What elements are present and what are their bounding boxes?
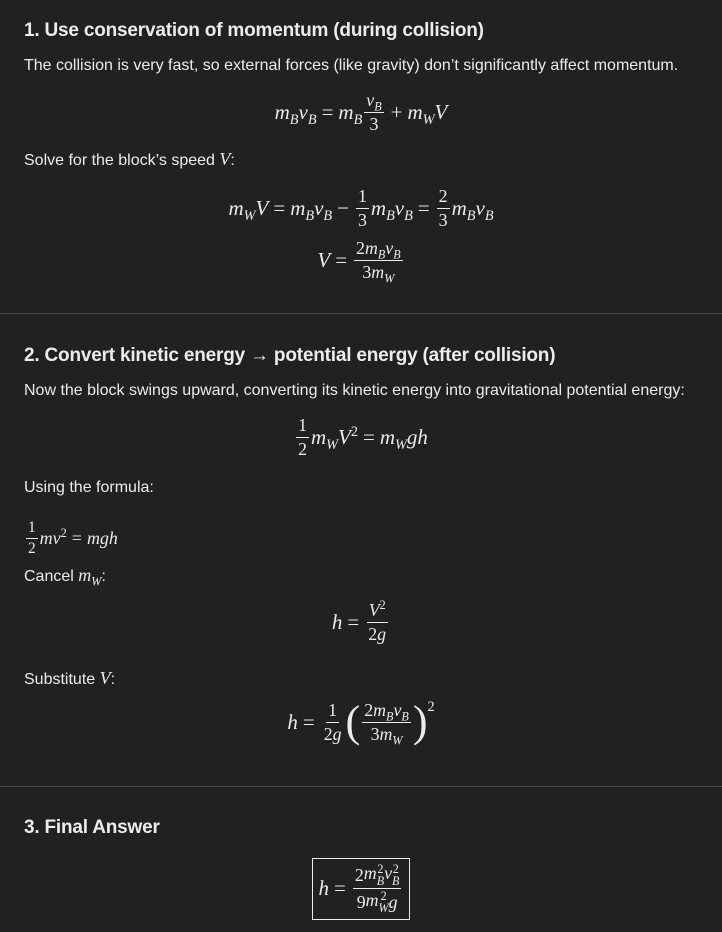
section1-text: The collision is very fast, so external forces (like gravity) don’t significantly affect momentum.: [24, 57, 679, 74]
math-number: 3: [370, 724, 380, 744]
math-term: $m_W$: [379, 724, 403, 748]
math-term: $m_B$: [290, 196, 315, 225]
math-term: $m_B$: [370, 196, 395, 225]
math-number: 2: [354, 864, 364, 885]
math-term: $m_B$: [338, 100, 363, 129]
momentum-equation: [0, 90, 722, 135]
math-operator: =: [321, 100, 334, 124]
math-number: 1: [357, 186, 367, 206]
denominator: [366, 623, 388, 645]
divider: [0, 313, 722, 314]
exponent: 2: [427, 699, 435, 715]
formula-equation: [24, 516, 118, 558]
math-var: mgh: [86, 528, 118, 548]
math-number: 3: [369, 114, 379, 134]
math-expression: [294, 415, 428, 460]
numerator: [26, 519, 38, 539]
math-number: 1: [298, 415, 307, 435]
math-operator: =: [363, 425, 375, 449]
math-term: $m_W$: [371, 262, 395, 286]
math-number: 9: [356, 891, 366, 912]
solve-label: Solve for the block’s speed: [24, 152, 220, 169]
math-var: h: [287, 710, 298, 734]
math-term: m 2 B: [363, 862, 385, 889]
fraction: [354, 238, 403, 286]
solve-text: [24, 149, 235, 170]
math-number: 2: [298, 439, 307, 459]
math-var: gh: [406, 425, 428, 449]
fraction: [366, 600, 388, 645]
math-term: $v^2$: [52, 526, 67, 548]
math-term: $m_B$: [274, 100, 299, 129]
cancel-text: [24, 565, 106, 589]
left-paren: (: [345, 697, 361, 747]
fraction: [356, 186, 369, 231]
math-term: $v_B$: [298, 100, 317, 129]
section1-heading: 1. Use conservation of momentum (during collision): [24, 20, 484, 41]
math-var: g: [388, 891, 398, 912]
section2-text: Now the block swings upward, converting its kinetic energy into gravitational potential energy:: [24, 382, 685, 399]
final-answer: [0, 858, 722, 920]
math-expression: [287, 697, 435, 748]
math-term: $V^2$: [368, 598, 386, 620]
math-number: 1: [328, 700, 338, 720]
math-var: h: [331, 610, 343, 634]
substituted-equation: [0, 697, 722, 748]
cancel-var: $m_W$: [78, 565, 102, 589]
section3-heading: 3. Final Answer: [24, 817, 160, 838]
numerator: [362, 700, 411, 723]
formula-label: Using the formula:: [24, 479, 154, 496]
numerator: [354, 238, 403, 261]
math-number: 2: [368, 624, 378, 644]
math-term: $m_W$: [407, 100, 435, 129]
math-number: 3: [357, 210, 367, 230]
math-operator: =: [334, 876, 346, 901]
math-var: V: [434, 100, 448, 124]
fraction: [353, 863, 402, 915]
solve-colon: :: [230, 152, 235, 169]
math-expression: [275, 90, 448, 135]
math-term: $v_B$: [314, 196, 333, 225]
denominator: [360, 261, 396, 286]
math-var: h: [318, 876, 330, 901]
numerator: [437, 186, 450, 209]
divider: [0, 786, 722, 787]
math-number: 3: [362, 262, 372, 282]
math-operator: =: [273, 196, 286, 220]
math-var: g: [377, 624, 387, 644]
math-expression: [317, 238, 404, 286]
denominator: [26, 539, 38, 558]
fraction: [322, 700, 344, 745]
energy-equation: [0, 412, 722, 460]
math-expression: [228, 186, 493, 231]
solve-equation-2: [0, 238, 722, 286]
math-term: $m_W$: [379, 425, 407, 454]
final-answer-box: [312, 858, 411, 920]
solve-equation-1: [0, 186, 722, 231]
numerator: [353, 863, 402, 889]
math-term: $m_W$: [228, 196, 256, 225]
height-equation: [0, 600, 722, 645]
numerator: [296, 415, 309, 438]
denominator: [322, 723, 344, 745]
section2-heading: 2. Convert kinetic energy → potential energy (after collision): [24, 345, 556, 366]
math-var: g: [332, 724, 342, 744]
denominator: [356, 209, 369, 231]
denominator: [437, 209, 450, 231]
substitute-label: Substitute: [24, 671, 100, 688]
math-term: $m_B$: [373, 700, 394, 724]
math-number: 2: [364, 700, 374, 720]
right-paren: ): [412, 697, 428, 747]
math-expression: [332, 600, 390, 645]
math-operator: =: [335, 248, 348, 272]
math-var: m: [39, 528, 53, 548]
fraction: [437, 186, 450, 231]
substitute-text: [24, 668, 115, 689]
math-term: $v_B$: [366, 90, 382, 114]
math-number: 2: [28, 540, 36, 557]
math-term: $V^2$: [338, 424, 359, 449]
math-term: $v_B$: [394, 196, 413, 225]
math-operator: =: [71, 528, 82, 548]
math-operator: =: [347, 610, 360, 634]
math-term: $m_B$: [451, 196, 476, 225]
cancel-colon: :: [101, 568, 106, 585]
math-number: 2: [356, 238, 365, 258]
cancel-label: Cancel: [24, 568, 79, 585]
numerator: [367, 600, 388, 623]
solve-var: V: [219, 149, 231, 169]
math-term: $m_W$: [310, 425, 339, 454]
substitute-colon: :: [110, 671, 116, 688]
math-number: 3: [438, 210, 448, 230]
fraction: [362, 700, 411, 748]
denominator: [369, 723, 405, 748]
substitute-var: V: [99, 668, 111, 688]
math-term: $v_B$: [475, 196, 494, 225]
math-operator: =: [417, 196, 430, 220]
math-term: v 2 B: [384, 862, 400, 889]
math-expression: [24, 519, 118, 558]
math-var: V: [317, 248, 331, 272]
numerator: [356, 186, 369, 209]
fraction: [364, 90, 383, 135]
math-number: 2: [323, 724, 333, 744]
math-term: m 2 W: [365, 889, 389, 916]
fraction: [26, 519, 38, 558]
math-term: $m_B$: [364, 238, 386, 262]
math-term: $v_B$: [393, 700, 409, 724]
numerator: [364, 90, 383, 113]
fraction: [296, 415, 309, 460]
math-number: 2: [438, 186, 448, 206]
math-operator: =: [302, 710, 315, 734]
denominator: [355, 889, 400, 914]
math-operator: +: [390, 100, 403, 124]
numerator: [326, 700, 339, 723]
math-operator: −: [337, 196, 349, 220]
math-term: $v_B$: [385, 238, 401, 262]
math-var: V: [255, 196, 269, 220]
math-number: 1: [28, 519, 36, 536]
denominator: [296, 438, 309, 460]
denominator: [368, 113, 381, 135]
